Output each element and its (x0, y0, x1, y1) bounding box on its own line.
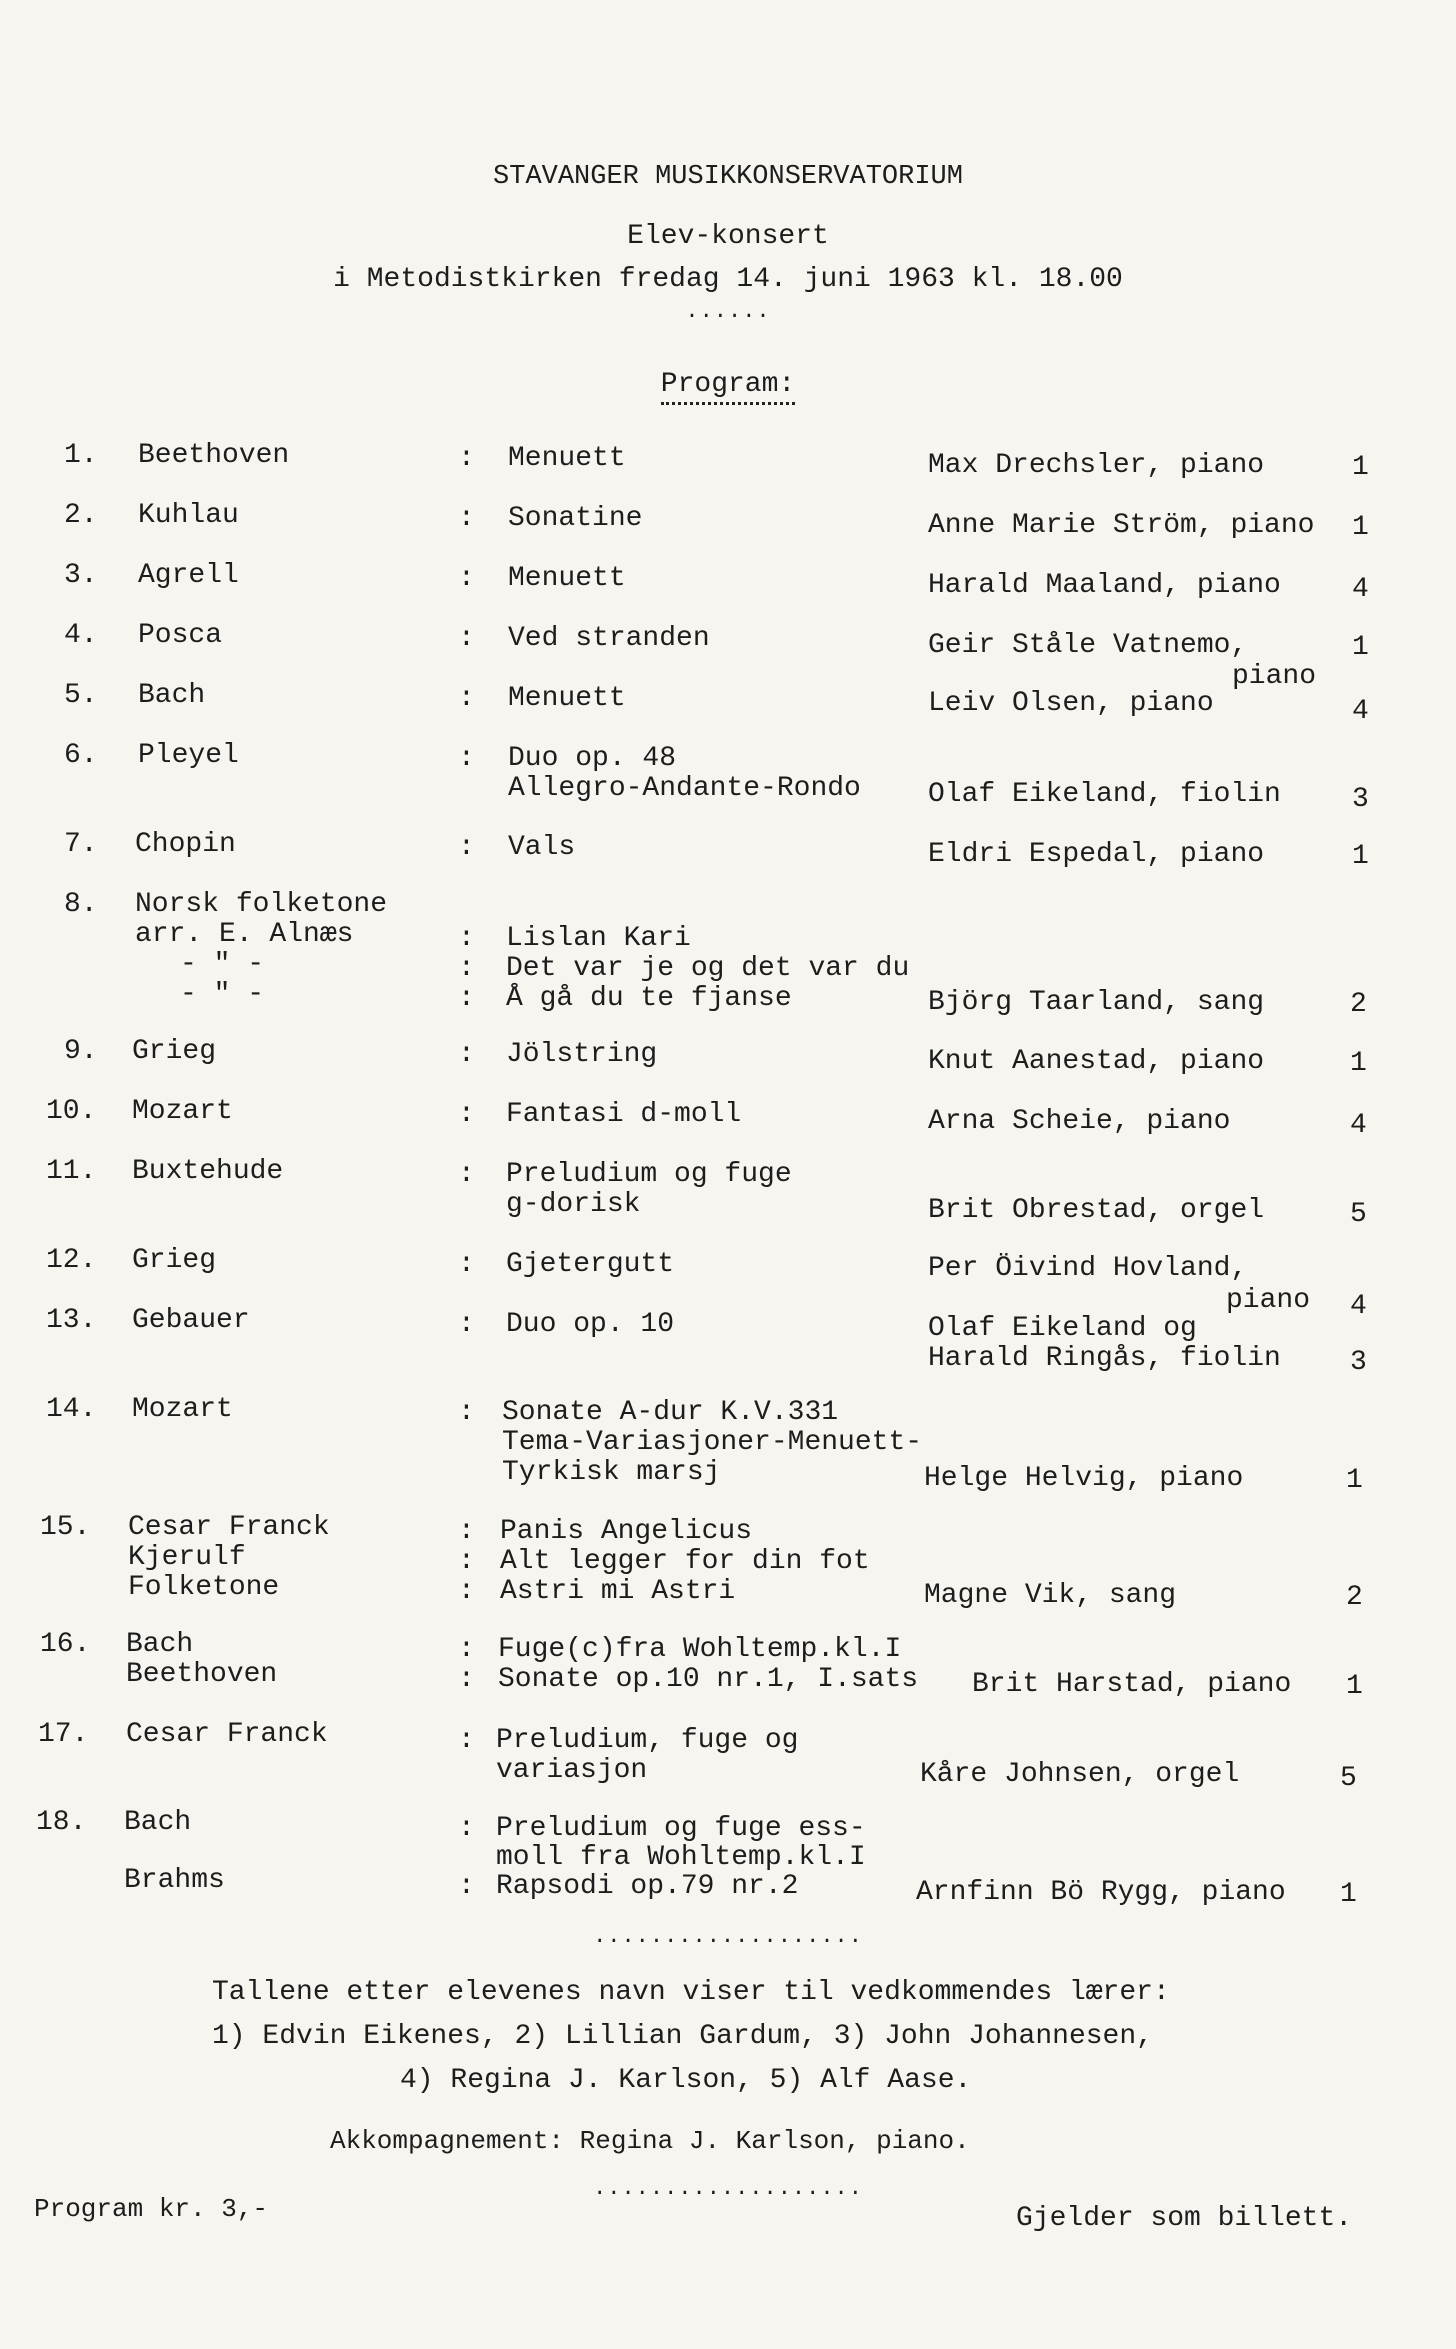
performer: Brit Obrestad, orgel (928, 1195, 1265, 1226)
performer: Leiv Olsen, piano (928, 688, 1214, 719)
item-number: 16. (40, 1629, 91, 1660)
performer: Kåre Johnsen, orgel (920, 1759, 1240, 1790)
teacher-number: 1 (1352, 841, 1369, 872)
performer: Arnfinn Bö Rygg, piano (916, 1877, 1286, 1908)
composer: Pleyel (138, 740, 239, 771)
performer: Brit Harstad, piano (972, 1669, 1292, 1700)
performer: Björg Taarland, sang (928, 987, 1265, 1018)
performer: Per Öivind Hovland, (928, 1253, 1248, 1284)
composer: Posca (138, 620, 223, 651)
item-number: 17. (38, 1719, 89, 1750)
footer-separator-2: ................... (593, 2176, 863, 2201)
work: Preludium, fuge og (496, 1725, 799, 1756)
work: Menuett (508, 683, 626, 714)
teacher-number: 5 (1350, 1199, 1367, 1230)
work-continued: moll fra Wohltemp.kl.I (496, 1842, 866, 1873)
work-continued: Sonate op.10 nr.1, I.sats (498, 1664, 919, 1695)
item-number: 10. (46, 1096, 97, 1127)
composer: Mozart (132, 1096, 233, 1127)
teacher-number: 3 (1352, 784, 1369, 815)
work: Sonatine (508, 503, 643, 534)
item-number: 5. (64, 680, 98, 711)
composer: Norsk folketone (135, 889, 388, 920)
teacher-number: 4 (1350, 1291, 1367, 1322)
work-continued: Tema-Variasjoner-Menuett- (502, 1427, 923, 1458)
composer: Gebauer (132, 1305, 250, 1336)
work: Panis Angelicus (500, 1516, 753, 1547)
teacher-number: 1 (1350, 1048, 1367, 1079)
work-continued: Alt legger for din fot (500, 1546, 870, 1577)
item-number: 3. (64, 560, 98, 591)
composer-line-4: - " - (180, 979, 265, 1010)
work: Menuett (508, 563, 626, 594)
performer: Eldri Espedal, piano (928, 839, 1265, 870)
work: Preludium og fuge (506, 1159, 792, 1190)
program-heading: Program: (0, 370, 1456, 400)
work-continued: Rapsodi op.79 nr.2 (496, 1871, 799, 1902)
performer: Olaf Eikeland og (928, 1313, 1197, 1344)
composer: Agrell (138, 560, 239, 591)
teacher-number: 4 (1352, 696, 1369, 727)
composer-line-3: Folketone (128, 1572, 280, 1603)
institution-title: STAVANGER MUSIKKONSERVATORIUM (493, 162, 963, 192)
composer-line-2: Kjerulf (128, 1542, 246, 1573)
composer: Cesar Franck (128, 1512, 330, 1543)
performer: Harald Maaland, piano (928, 570, 1281, 601)
work-continued: Det var je og det var du (506, 953, 910, 984)
item-number: 9. (64, 1036, 98, 1067)
concert-program-page: STAVANGER MUSIKKONSERVATORIUM Elev-konsert i Metodistkirken fredag 14. juni 1963 kl. 18.00 ...... Program: 1. Beethoven : Menuett Max Drechsler, piano 1 2. Kuhlau : Sonatine Anne Marie Ström, piano 1 3. Agrell : Menuett Harald Maaland, piano 4 4. Posca : Ved stranden Geir Ståle Vatnemo, piano 1 5. Bach : Menuett Leiv Olsen, piano 4 6. Pleyel : Duo op. 48 Allegro-Andante-Rondo Olaf Eikeland, fiolin 3 7. Chopin : Vals Eldri Espedal, piano 1 8. Norsk folketone arr. E. Alnæs - " - - " - : : : Lislan Kari Det var je og det var du Å gå du te fjanse Björg Taarland, sang 2 9. Grieg : Jölstring Knut Aanestad, piano 1 10. Mozart : Fantasi d-moll Arna Scheie, piano 4 11. Buxtehude : Preludium og fuge g-dorisk Brit Obrestad, orgel 5 12. Grieg : Gjetergutt Per Öivind Hovland, piano 4 13. Gebauer : Duo op. 10 Olaf Eikeland og Harald Ringås, fiolin 3 14. Mozart : Sonate A-dur K.V.331 Tema-Variasjoner-Menuett- Tyrkisk marsj Helge Helvig, piano 1 15. Cesar Franck Kjerulf Folketone : : : Panis Angelicus Alt legger for din fot Astri mi Astri Magne Vik, sang 2 16. Bach Beethoven : : Fuge(c)fra Wohltemp.kl.I Sonate op.10 nr.1, I.sats Brit Harstad, piano 1 17. Cesar Franck : Preludium, fuge og variasjon Kåre Johnsen, orgel 5 18. Bach Brahms : : Preludium og fuge ess- moll fra Wohltemp.kl.I Rapsodi op.79 nr.2 Arnfinn Bö Rygg, piano 1 ................... Tallene etter elevenes navn viser til vedkommendes lærer: 1) Edvin Eikenes, 2) Lillian Gardum, 3) John Johannesen, 4) Regina J. Karlson, 5) Alf Aase. Akkompagnement: Regina J. Karlson, piano. ................... Program kr. 3,- Gjelder som billett. (0, 0, 1456, 2349)
composer: Cesar Franck (126, 1719, 328, 1750)
work-continued: Allegro-Andante-Rondo (508, 773, 861, 804)
work-continued: variasjon (496, 1755, 648, 1786)
composer: Bach (126, 1629, 194, 1660)
composer-line-3: - " - (180, 949, 265, 980)
performer: Magne Vik, sang (924, 1580, 1177, 1611)
work: Duo op. 48 (508, 743, 677, 774)
item-number: 15. (40, 1512, 91, 1543)
teacher-number: 2 (1346, 1582, 1363, 1613)
work: Fantasi d-moll (506, 1099, 742, 1130)
performer-continued: piano (1232, 661, 1317, 692)
accompaniment: Akkompagnement: Regina J. Karlson, piano. (330, 2126, 970, 2156)
composer: Beethoven (138, 440, 290, 471)
teacher-number: 3 (1350, 1347, 1367, 1378)
item-number: 8. (64, 889, 98, 920)
composer: Grieg (132, 1036, 217, 1067)
composer: Grieg (132, 1245, 217, 1276)
composer: Kuhlau (138, 500, 239, 531)
work-continued: Å gå du te fjanse (506, 983, 792, 1014)
work: Ved stranden (508, 623, 710, 654)
composer: Buxtehude (132, 1156, 284, 1187)
footer-separator: ................... (593, 1924, 863, 1949)
work-continued: g-dorisk (506, 1189, 641, 1220)
teacher-number: 4 (1352, 574, 1369, 605)
performer-continued: piano (1226, 1285, 1311, 1316)
work: Menuett (508, 443, 626, 474)
composer-line-2: Beethoven (126, 1659, 278, 1690)
item-number: 11. (46, 1156, 97, 1187)
program-price: Program kr. 3,- (34, 2194, 269, 2224)
item-number: 7. (64, 829, 98, 860)
performer: Anne Marie Ström, piano (928, 510, 1315, 541)
performer: Arna Scheie, piano (928, 1106, 1231, 1137)
work-continued: Tyrkisk marsj (502, 1457, 721, 1488)
teacher-number: 5 (1340, 1763, 1357, 1794)
composer: Bach (138, 680, 206, 711)
teacher-number: 1 (1346, 1465, 1363, 1496)
performer: Olaf Eikeland, fiolin (928, 779, 1281, 810)
performer: Max Drechsler, piano (928, 450, 1265, 481)
work: Vals (508, 832, 576, 863)
composer: Chopin (135, 829, 236, 860)
item-number: 14. (46, 1394, 97, 1425)
teachers-list-line-1: 1) Edvin Eikenes, 2) Lillian Gardum, 3) John Johannesen, (212, 2021, 1153, 2052)
work: Fuge(c)fra Wohltemp.kl.I (498, 1634, 902, 1665)
item-number: 12. (46, 1245, 97, 1276)
teacher-number: 1 (1340, 1879, 1357, 1910)
composer-line-2: arr. E. Alnæs (135, 919, 354, 950)
event-title: Elev-konsert (627, 221, 829, 252)
work: Gjetergutt (506, 1249, 675, 1280)
teacher-number: 4 (1350, 1110, 1367, 1141)
teacher-number: 2 (1350, 989, 1367, 1020)
item-number: 2. (64, 500, 98, 531)
header-separator: ...... (685, 299, 771, 324)
item-number: 18. (36, 1807, 87, 1838)
teachers-list-line-2: 4) Regina J. Karlson, 5) Alf Aase. (400, 2065, 972, 2096)
work-continued: Astri mi Astri (500, 1576, 736, 1607)
ticket-note: Gjelder som billett. (1016, 2203, 1353, 2234)
work: Lislan Kari (506, 923, 691, 954)
teacher-number: 1 (1352, 512, 1369, 543)
item-number: 4. (64, 620, 98, 651)
item-number: 6. (64, 740, 98, 771)
composer: Bach (124, 1807, 192, 1838)
work: Preludium og fuge ess- (496, 1813, 866, 1844)
work: Duo op. 10 (506, 1309, 675, 1340)
teacher-number: 1 (1352, 632, 1369, 663)
composer: Mozart (132, 1394, 233, 1425)
teacher-number: 1 (1352, 452, 1369, 483)
work: Jölstring (506, 1039, 658, 1070)
performer: Knut Aanestad, piano (928, 1046, 1265, 1077)
work: Sonate A-dur K.V.331 (502, 1397, 839, 1428)
performer-continued: Harald Ringås, fiolin (928, 1343, 1281, 1374)
performer: Helge Helvig, piano (924, 1463, 1244, 1494)
venue-date: i Metodistkirken fredag 14. juni 1963 kl. 18.00 (333, 264, 1123, 295)
composer-line-2: Brahms (124, 1865, 225, 1896)
teacher-number: 1 (1346, 1671, 1363, 1702)
item-number: 13. (46, 1305, 97, 1336)
item-number: 1. (64, 440, 98, 471)
performer: Geir Ståle Vatnemo, (928, 630, 1248, 661)
teachers-intro: Tallene etter elevenes navn viser til vedkommendes lærer: (212, 1977, 1170, 2008)
